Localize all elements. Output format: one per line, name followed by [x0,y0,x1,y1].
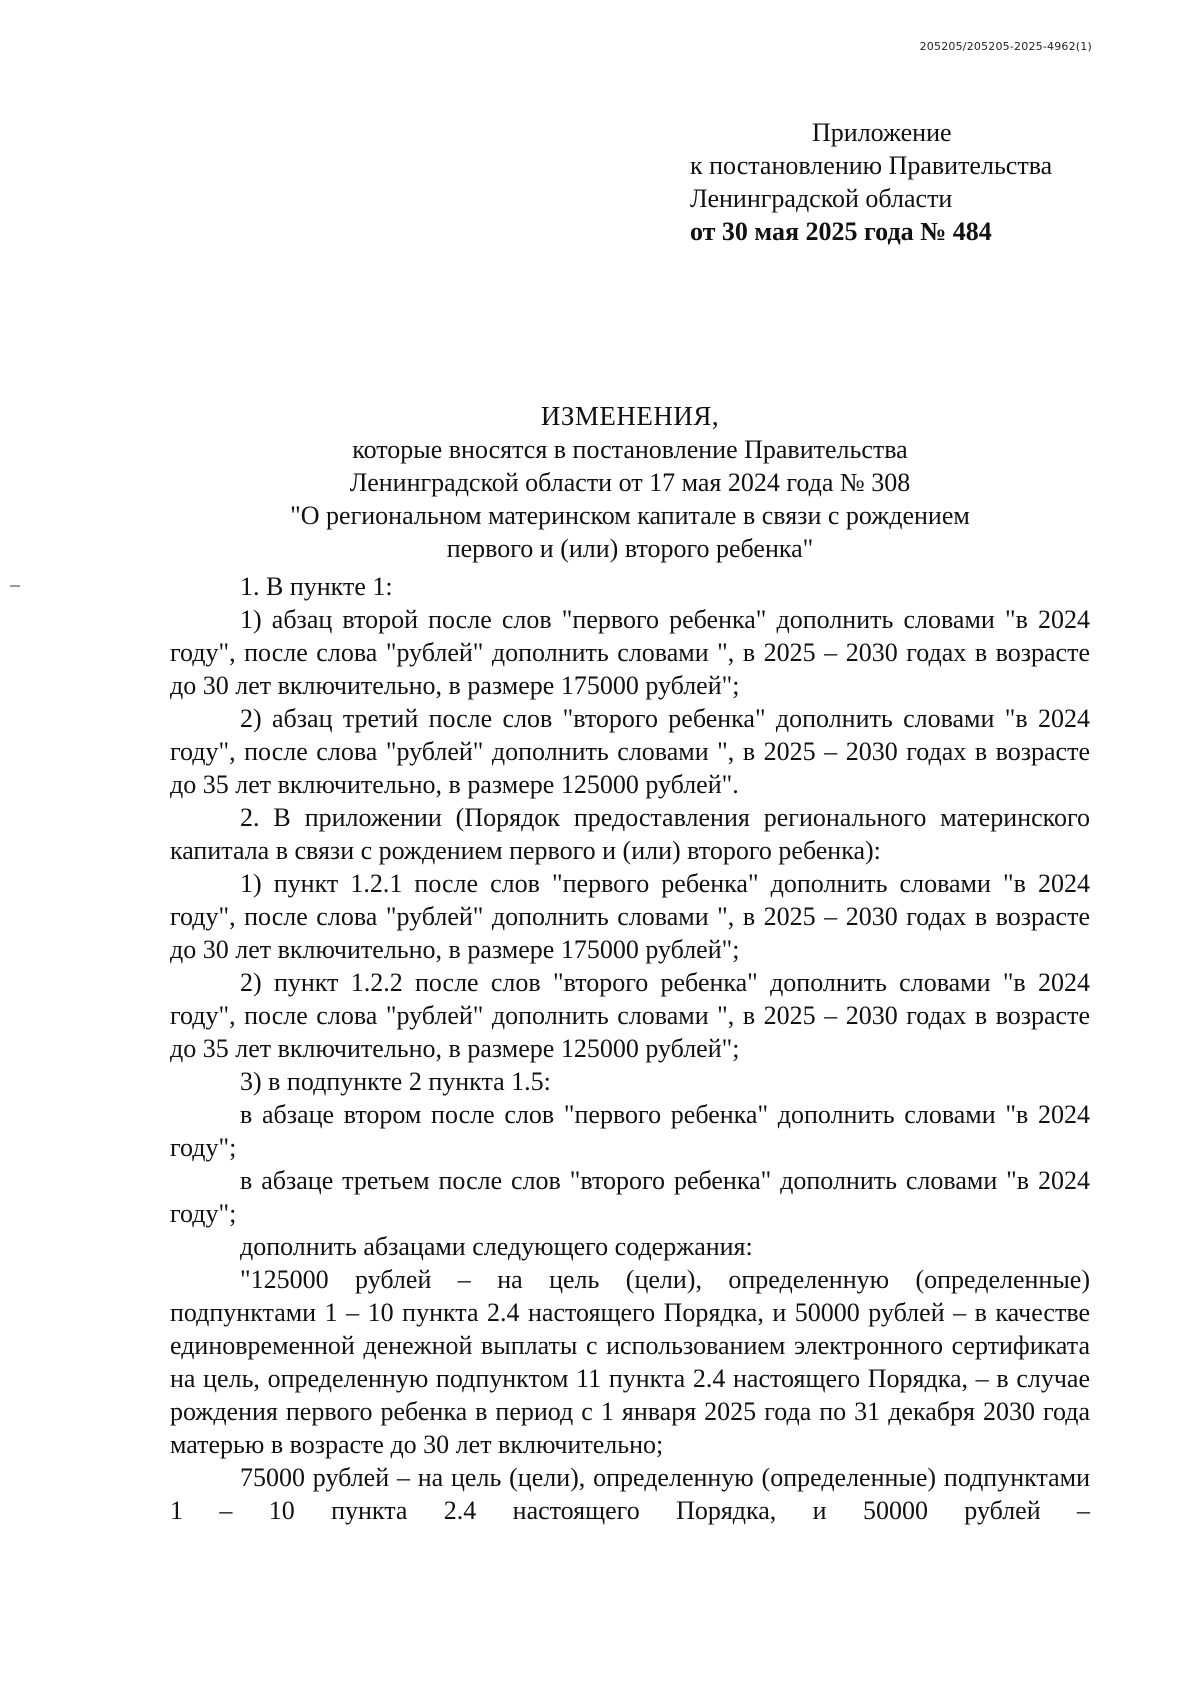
paragraph: в абзаце третьем после слов "второго ребенка" дополнить словами "в 2024 году"; [170,1166,1090,1228]
paragraph: 1) абзац второй после слов "первого ребенка" дополнить словами "в 2024 году", после слова "рублей" дополнить словами ", в 2025 – 2030 годах в возрасте до 30 лет включительно, в размере 175000 рублей"; [170,605,1090,700]
appendix-block [690,116,1052,248]
paragraph: 1) пункт 1.2.1 после слов "первого ребенка" дополнить словами "в 2024 году", после слова "рублей" дополнить словами ", в 2025 – 2030 годах в возрасте до 30 лет включительно, в размере 175000 рублей"; [170,869,1090,964]
paragraph: в абзаце втором после слов "первого ребенка" дополнить словами "в 2024 году"; [170,1100,1090,1162]
paragraph: 3) в подпункте 2 пункта 1.5: [240,1067,551,1096]
document-title [170,400,1090,565]
appendix-date-number: от 30 мая 2025 года № 484 [690,217,992,246]
title-heading: ИЗМЕНЕНИЯ, [540,401,720,431]
appendix-line-resolution: к постановлению Правительства [690,151,1053,180]
paragraph: 2. В приложении (Порядок предоставления регионального материнского капитала в связи с рождением первого и (или) второго ребенка): [170,803,1090,865]
title-line: которые вносятся в постановление Правительства [352,435,908,464]
paragraph: 2) абзац третий после слов "второго ребенка" дополнить словами "в 2024 году", после слова "рублей" дополнить словами ", в 2025 – 2030 годах в возрасте до 35 лет включительно, в размере 125000 рублей". [170,704,1090,799]
document-body [170,570,1090,1527]
paragraph: дополнить абзацами следующего содержания: [240,1232,753,1261]
document-id: 205205/205205-2025-4962(1) [919,40,1092,53]
title-line: Ленинградской области от 17 мая 2024 года № 308 [349,468,911,497]
paragraph: 2) пункт 1.2.2 после слов "второго ребенка" дополнить словами "в 2024 году", после слова "рублей" дополнить словами ", в 2025 – 2030 годах в возрасте до 35 лет включительно, в размере 125000 рублей"; [170,968,1090,1063]
paragraph: "125000 рублей – на цель (цели), определенную (определенные) подпунктами 1 – 10 пункта 2.4 настоящего Порядка, и 50000 рублей – в качестве единовременной денежной выплаты с использованием электронного сертификата на цель, определенную подпунктом 11 пункта 2.4 настоящего Порядка, – в случае рождения первого ребенка в период с 1 января 2025 года по 31 декабря 2030 года матерью в возрасте до 30 лет включительно; [170,1265,1090,1459]
paragraph-continued: 75000 рублей – на цель (цели), определенную (определенные) подпунктами 1 – 10 пункта 2.4 настоящего Порядка, и 50000 рублей – [170,1463,1090,1525]
title-line: "О региональном материнском капитале в связи с рождением [290,501,970,530]
paragraph: 1. В пункте 1: [240,572,393,601]
appendix-line-region: Ленинградской области [690,184,953,213]
title-line: первого и (или) второго ребенка" [446,534,814,563]
scan-margin-mark [10,585,20,587]
appendix-title: Приложение [812,118,952,147]
